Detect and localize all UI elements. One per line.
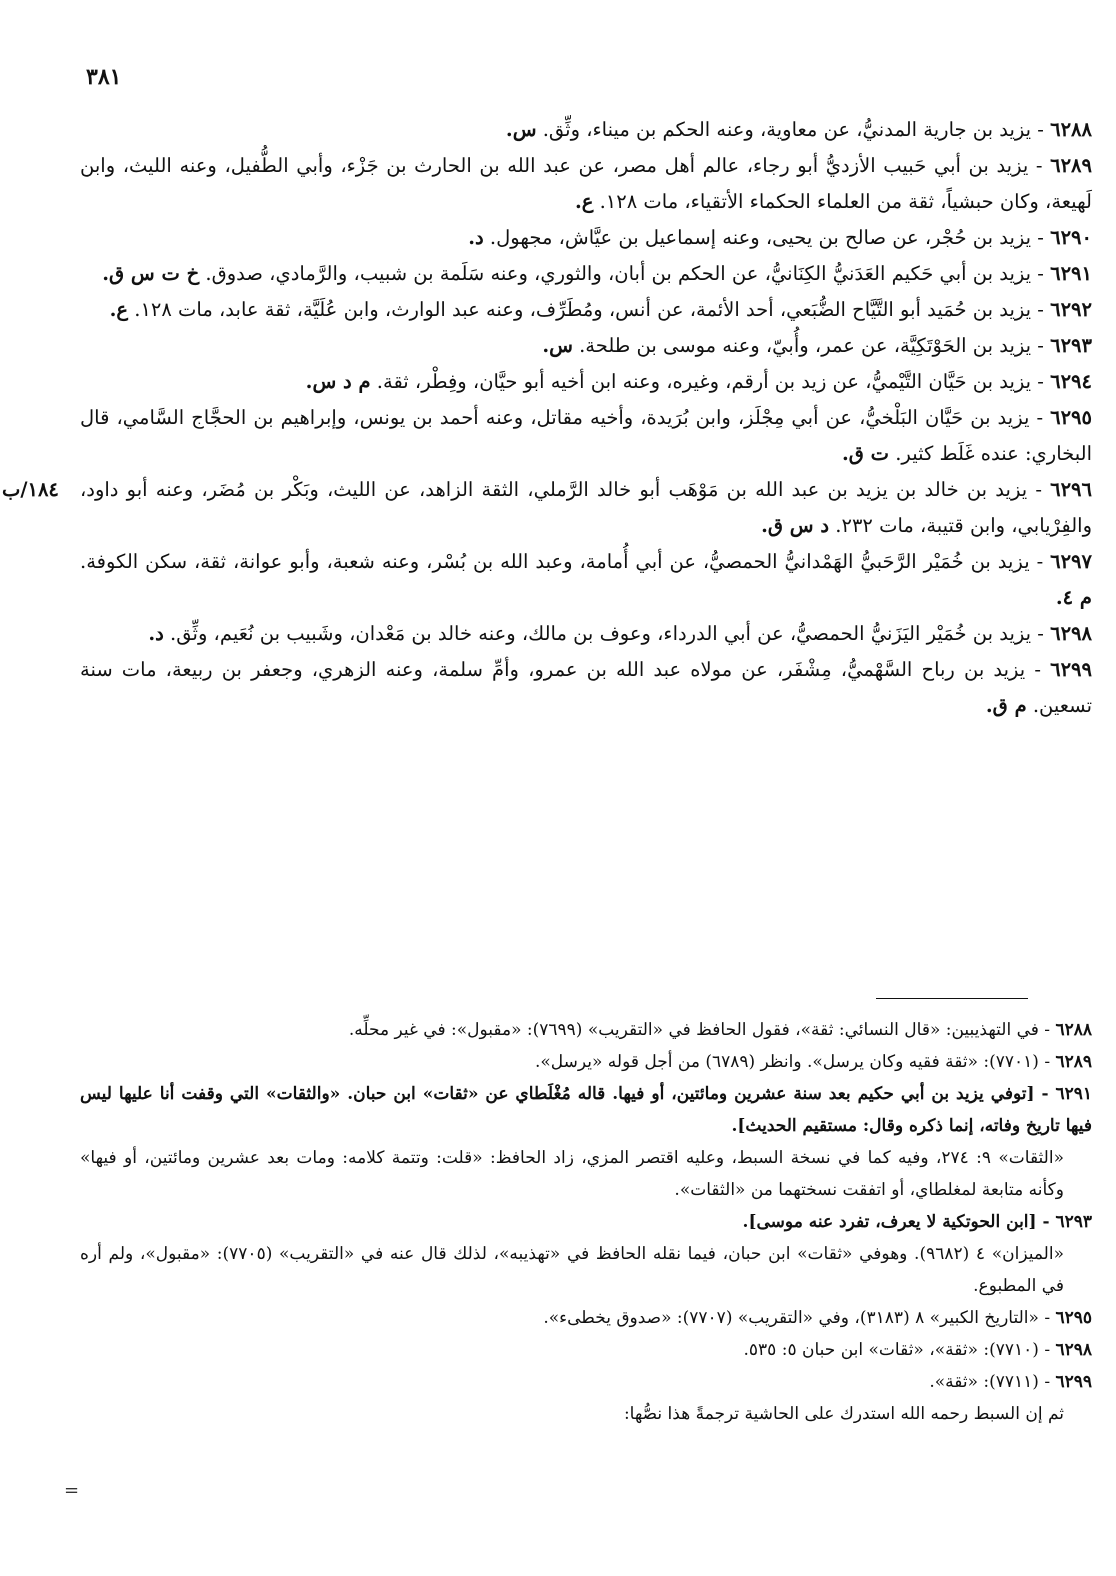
footnote-text: - (٧٧٠١): «ثقة فقيه وكان يرسل». وانظر (٦٧٨٩) من أجل قوله «يرسل». xyxy=(534,1052,1056,1072)
entry-text: - يزيد بن أبي حَبيب الأزديُّ أبو رجاء، عالم أهل مصر، عن عبد الله بن الحارث بن جَزْء، وأبي الطُّفيل، وعنه الليث، وابن لَهيعة، وكان حبشياً، ثقة من العلماء الحكماء الأتقياء، مات ١٢٨. xyxy=(80,154,1092,213)
entry-number: ٦٢٩٥ xyxy=(1050,406,1092,429)
entry-symbol: ع. xyxy=(574,190,594,213)
entry-symbol: س. xyxy=(542,334,573,357)
entry xyxy=(80,364,1092,400)
entry-symbol: م د س. xyxy=(305,370,371,393)
footnote-text: - [توفي يزيد بن أبي حكيم بعد سنة عشرين ومائتين، أو فيها. قاله مُغْلَطاي عن «ثقات» ابن حبان. «والثقات» التي وقفت أنا عليها ليس فيها تاريخ وفاته، إنما ذكره وقال: مستقيم الحديث]. xyxy=(80,1084,1092,1136)
footnote-text: «الثقات» ٩: ٢٧٤، وفيه كما في نسخة السبط، وعليه اقتصر المزي، زاد الحافظ: «قلت: وتتمة كلامه: ومات بعد عشرين ومائتين، أو فيها» وكأنه متابعة لمغلطاي، أو اتفقت نسختهما من «الثقات». xyxy=(80,1148,1064,1200)
biography-entries xyxy=(2,112,1092,724)
footnote-number: ٦٢٩٨ xyxy=(1055,1340,1092,1360)
entry xyxy=(80,652,1092,724)
entry-number: ٦٢٨٨ xyxy=(1050,118,1092,141)
entry-symbol: خ ت س ق. xyxy=(102,262,200,285)
entry-symbol: س. xyxy=(505,118,537,141)
entry xyxy=(80,148,1092,220)
footnote-number: ٦٢٨٨ xyxy=(1055,1020,1092,1040)
entry-text: - يزيد بن حُمَيد أبو التَّيَّاح الضُّبَعي، أحد الأئمة، عن أنس، ومُطَرِّف، وعنه عبد الوارث، وابن عُلَيَّة، ثقة عابد، مات ١٢٨. xyxy=(128,298,1051,321)
footnote-number: ٦٢٨٩ xyxy=(1055,1052,1092,1072)
footnote xyxy=(80,1238,1092,1302)
footnote-number: ٦٢٩٩ xyxy=(1055,1372,1092,1392)
entry-number: ٦٢٩٨ xyxy=(1050,622,1092,645)
footnote-text: - [ابن الحوتكية لا يعرف، تفرد عنه موسى]. xyxy=(742,1212,1056,1232)
entry xyxy=(80,328,1092,364)
footnote xyxy=(80,1078,1092,1142)
footnote-separator xyxy=(876,998,1028,999)
entry-text: - يزيد بن خالد بن يزيد بن عبد الله بن مَوْهَب أبو خالد الرَّملي، الثقة الزاهد، عن الليث، وبَكْر بن مُضَر، وعنه أبو داود، والفِرْيابي، وابن قتيبة، مات ٢٣٢. xyxy=(80,478,1092,537)
footnote xyxy=(80,1334,1092,1366)
footnote xyxy=(80,1014,1092,1046)
entry-text: - يزيد بن حُجْر، عن صالح بن يحيى، وعنه إسماعيل بن عيَّاش، مجهول. xyxy=(483,226,1051,249)
entry-text: - يزيد بن الحَوْتَكِيَّة، عن عمر، وأُبيّ، وعنه موسى بن طلحة. xyxy=(572,334,1051,357)
entry xyxy=(80,400,1092,472)
entry-symbol: د. xyxy=(468,226,484,249)
entry-text: - يزيد بن حَيَّان التَّيْميُّ، عن زيد بن أرقم، وغيره، وعنه ابن أخيه أبو حيَّان، وفِطْر، ثقة. xyxy=(370,370,1051,393)
entry xyxy=(80,616,1092,652)
entry-number: ٦٢٩١ xyxy=(1050,262,1092,285)
footnote-number: ٦٢٩٣ xyxy=(1055,1212,1092,1232)
footnote-text: - في التهذيبين: «قال النسائي: ثقة»، فقول الحافظ في «التقريب» (٧٦٩٩): «مقبول»: في غير محلِّه. xyxy=(348,1020,1056,1040)
entry xyxy=(80,112,1092,148)
entry xyxy=(2,472,1092,544)
entry-symbol: د. xyxy=(148,622,164,645)
entry-symbol: م ق. xyxy=(985,694,1027,717)
entry-number: ٦٢٩٧ xyxy=(1050,550,1092,573)
entry-symbol: د س ق. xyxy=(761,514,830,537)
entry-text: - يزيد بن خُمَيْر اليَزَنيُّ الحمصيُّ، عن أبي الدرداء، وعوف بن مالك، وعنه خالد بن مَعْدان، وشَبيب بن نُعَيم، وثِّق. xyxy=(163,622,1051,645)
footnote xyxy=(80,1398,1092,1430)
entry-symbol: ت ق. xyxy=(841,442,890,465)
footnote-number: ٦٢٩١ xyxy=(1055,1084,1092,1104)
footnotes xyxy=(80,1014,1092,1430)
entry-number: ٦٢٩٩ xyxy=(1050,658,1092,681)
entry-symbol: م ٤. xyxy=(1055,586,1092,609)
entry xyxy=(80,292,1092,328)
footnote-number: ٦٢٩٥ xyxy=(1055,1308,1092,1328)
margin-reference: ١٨٤/ب xyxy=(2,478,59,501)
footnote xyxy=(80,1046,1092,1078)
entry-number: ٦٢٨٩ xyxy=(1050,154,1092,177)
entry xyxy=(80,256,1092,292)
footnote xyxy=(80,1206,1092,1238)
entry-text: - يزيد بن أبي حَكيم العَدَنيُّ الكِنَانيُّ، عن الحكم بن أبان، والثوري، وعنه سَلَمة بن شبيب، والرَّمادي، صدوق. xyxy=(199,262,1051,285)
footnote-text: ثم إن السبط رحمه الله استدرك على الحاشية ترجمةً هذا نصُّها: xyxy=(623,1404,1064,1424)
entry-number: ٦٢٩٣ xyxy=(1050,334,1092,357)
entry-text: - يزيد بن حَيَّان البَلْخيُّ، عن أبي مِجْلَز، وابن بُرَيدة، وأخيه مقاتل، وعنه أحمد بن يونس، وإبراهيم بن الحجَّاج السَّامي، قال البخاري: عنده غَلَط كثير. xyxy=(80,406,1092,465)
entry-number: ٦٢٩٤ xyxy=(1050,370,1092,393)
entry xyxy=(80,544,1092,616)
page-number: ٣٨١ xyxy=(86,64,122,90)
footnote-text: - (٧٧١٠): «ثقة»، «ثقات» ابن حبان ٥: ٥٣٥. xyxy=(743,1340,1056,1360)
entry-text: - يزيد بن خُمَيْر الرَّحَبيُّ الهَمْدانيُّ الحمصيُّ، عن أبي أُمامة، وعبد الله بن بُسْر، وعنه شعبة، وأبو عوانة، ثقة، سكن الكوفة. xyxy=(80,550,1051,573)
entry-symbol: ع. xyxy=(109,298,129,321)
entry xyxy=(80,220,1092,256)
entry-text: - يزيد بن رباح السَّهْميُّ، مِشْفَر، عن مولاه عبد الله بن عمرو، وأمِّ سلمة، وعنه الزهري، وجعفر بن ربيعة، مات سنة تسعين. xyxy=(80,658,1092,717)
footnote-text: «الميزان» ٤ (٩٦٨٢). وهوفي «ثقات» ابن حبان، فيما نقله الحافظ في «تهذيبه»، لذلك قال عنه في «التقريب» (٧٧٠٥): «مقبول»، ولم أره في المطبوع. xyxy=(80,1244,1064,1296)
continuation-mark: = xyxy=(64,1480,80,1501)
footnote-text: - (٧٧١١): «ثقة». xyxy=(929,1372,1056,1392)
footnote xyxy=(80,1366,1092,1398)
footnote xyxy=(80,1302,1092,1334)
footnote xyxy=(80,1142,1092,1206)
entry-number: ٦٢٩٠ xyxy=(1050,226,1092,249)
footnote-text: - «التاريخ الكبير» ٨ (٣١٨٣)، وفي «التقريب» (٧٧٠٧): «صدوق يخطىء». xyxy=(543,1308,1056,1328)
entry-number: ٦٢٩٢ xyxy=(1050,298,1092,321)
entry-number: ٦٢٩٦ xyxy=(1050,478,1092,501)
entry-text: - يزيد بن جارية المدنيُّ، عن معاوية، وعنه الحكم بن ميناء، وثِّق. xyxy=(536,118,1051,141)
